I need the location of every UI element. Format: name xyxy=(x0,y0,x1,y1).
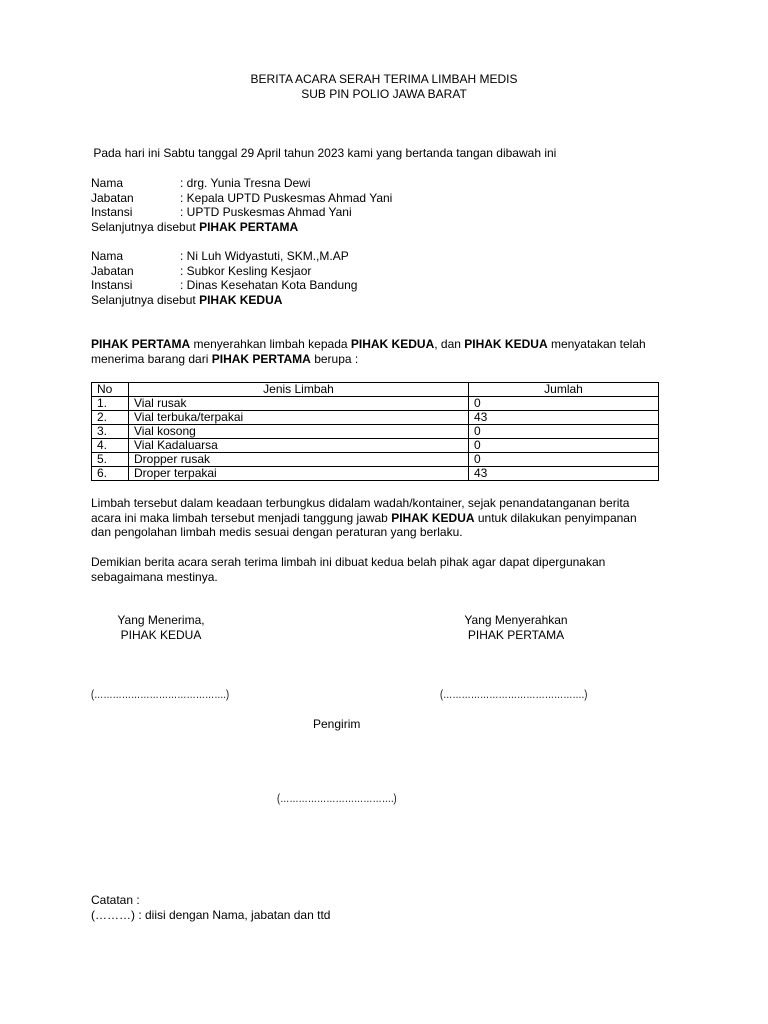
cell-quantity: 43 xyxy=(469,411,659,425)
first-party-designation xyxy=(91,220,392,235)
second-party-agency-value: : Dinas Kesehatan Kota Bandung xyxy=(180,278,358,293)
note-block xyxy=(91,893,330,922)
table-row xyxy=(92,397,659,411)
closing-text: sebagaimana mestinya. xyxy=(91,569,218,584)
statement-text: menyerahkan limbah kepada xyxy=(190,337,351,351)
condition-line-1 xyxy=(91,496,637,511)
party-term: PIHAK KEDUA xyxy=(350,337,435,351)
party-term: PIHAK PERTAMA xyxy=(211,351,311,366)
opening-paragraph xyxy=(90,146,556,161)
note-title-line xyxy=(91,893,330,908)
courier-block xyxy=(313,717,360,732)
signature-placeholder: (……………………………………….) xyxy=(440,687,588,701)
second-party-name-value: : Ni Luh Widyastuti, SKM.,M.AP xyxy=(180,249,349,263)
note-title: Catatan : xyxy=(91,893,140,907)
second-party-designation-prefix: Selanjutnya disebut xyxy=(91,293,200,308)
courier-signature-line xyxy=(277,791,397,806)
cell-no: 5. xyxy=(92,453,129,467)
party-term: PIHAK KEDUA xyxy=(391,510,475,525)
condition-text: acara ini maka limbah tersebut menjadi tanggung jawab xyxy=(91,510,392,525)
condition-text: Limbah tersebut dalam keadaan terbungkus didalam wadah/kontainer, sejak penandatanganan berita xyxy=(91,496,630,510)
table-row xyxy=(92,467,659,481)
second-party-position-value: : Subkor Kesling Kesjaor xyxy=(180,263,312,278)
table-header-row xyxy=(92,383,659,397)
receiver-signature-line xyxy=(91,687,229,702)
condition-line-2 xyxy=(91,511,637,526)
condition-line-3 xyxy=(91,525,637,540)
table-row xyxy=(92,411,659,425)
cell-waste-type: Droper terpakai xyxy=(129,467,469,481)
handover-party: PIHAK PERTAMA xyxy=(467,627,565,642)
second-party-position-label: Jabatan xyxy=(91,263,134,278)
second-party-designation xyxy=(91,293,357,308)
party-term: PIHAK PERTAMA xyxy=(91,337,191,351)
cell-no: 1. xyxy=(92,397,129,411)
first-party-name-label: Nama xyxy=(91,176,124,190)
condition-paragraph xyxy=(91,496,637,540)
cell-no: 4. xyxy=(92,439,129,453)
handover-label-line xyxy=(416,613,616,628)
cell-quantity: 0 xyxy=(469,425,659,439)
note-text-line xyxy=(91,908,330,923)
document-subtitle: SUB PIN POLIO JAWA BARAT xyxy=(301,86,467,101)
first-party-position-value: : Kepala UPTD Puskesmas Ahmad Yani xyxy=(180,190,393,205)
closing-line-1 xyxy=(91,555,605,570)
cell-waste-type: Vial rusak xyxy=(129,397,469,411)
note-text: (………) : diisi dengan Nama, jabatan dan ttd xyxy=(91,907,331,922)
statement-text: berupa : xyxy=(310,351,359,366)
courier-label: Pengirim xyxy=(313,717,361,731)
cell-quantity: 0 xyxy=(469,397,659,411)
first-party-agency-label: Instansi xyxy=(91,205,133,220)
waste-table xyxy=(91,382,659,481)
handover-signature-line xyxy=(440,687,587,702)
table-row xyxy=(92,439,659,453)
signature-placeholder: (…………………………………….) xyxy=(91,687,230,701)
table-row xyxy=(92,425,659,439)
closing-line-2 xyxy=(91,570,605,585)
first-party-designation-prefix: Selanjutnya disebut xyxy=(91,220,200,235)
statement-text: menerima barang dari xyxy=(91,351,212,366)
closing-paragraph xyxy=(91,555,605,584)
second-party-position-row xyxy=(91,264,357,279)
statement-line-2 xyxy=(91,352,646,367)
cell-quantity: 0 xyxy=(469,453,659,467)
second-party-agency-row xyxy=(91,278,357,293)
first-party-position-label: Jabatan xyxy=(91,190,134,205)
condition-text: dan pengolahan limbah medis sesuai dengan peraturan yang berlaku. xyxy=(91,525,463,540)
first-party-block xyxy=(91,176,392,235)
receiver-party-line xyxy=(61,628,261,643)
cell-waste-type: Dropper rusak xyxy=(129,453,469,467)
sender-party-signature-block xyxy=(416,613,616,642)
second-party-agency-label: Instansi xyxy=(91,278,133,293)
handover-label: Yang Menyerahkan xyxy=(464,613,568,627)
column-header-quantity: Jumlah xyxy=(469,383,659,397)
cell-waste-type: Vial Kadaluarsa xyxy=(129,439,469,453)
cell-waste-type: Vial kosong xyxy=(129,425,469,439)
document-title-block xyxy=(0,72,768,101)
receiver-signature-block xyxy=(61,613,261,642)
statement-text: menyatakan telah xyxy=(547,337,646,351)
first-party-name-value: : drg. Yunia Tresna Dewi xyxy=(180,176,311,190)
subtitle-line xyxy=(0,87,768,102)
cell-no: 6. xyxy=(92,467,129,481)
handover-statement xyxy=(91,337,646,366)
first-party-name-row xyxy=(91,176,392,191)
receiver-label: Yang Menerima, xyxy=(117,613,205,627)
document-title: BERITA ACARA SERAH TERIMA LIMBAH MEDIS xyxy=(250,72,518,86)
column-header-no: No xyxy=(92,383,129,397)
first-party-agency-row xyxy=(91,205,392,220)
statement-line-1 xyxy=(91,337,646,352)
cell-waste-type: Vial terbuka/terpakai xyxy=(129,411,469,425)
opening-line xyxy=(90,146,556,161)
handover-party-line xyxy=(416,628,616,643)
party-term: PIHAK KEDUA xyxy=(464,337,548,351)
table-row xyxy=(92,453,659,467)
second-party-block xyxy=(91,249,357,308)
receiver-label-line xyxy=(61,613,261,628)
second-party-name-row xyxy=(91,249,357,264)
first-party-position-row xyxy=(91,191,392,206)
condition-text: untuk dilakukan penyimpanan xyxy=(474,510,637,525)
receiver-party: PIHAK KEDUA xyxy=(120,627,202,642)
second-party-name-label: Nama xyxy=(91,249,124,263)
first-party-designation-term: PIHAK PERTAMA xyxy=(199,220,299,235)
first-party-agency-value: : UPTD Puskesmas Ahmad Yani xyxy=(180,205,352,220)
second-party-designation-term: PIHAK KEDUA xyxy=(199,293,283,308)
statement-text: , dan xyxy=(434,337,465,351)
column-header-waste-type: Jenis Limbah xyxy=(129,383,469,397)
cell-no: 3. xyxy=(92,425,129,439)
cell-quantity: 0 xyxy=(469,439,659,453)
cell-no: 2. xyxy=(92,411,129,425)
title-line xyxy=(0,72,768,87)
opening-sentence: Pada hari ini Sabtu tanggal 29 April tahun 2023 kami yang bertanda tangan dibawah ini xyxy=(90,146,557,160)
cell-quantity: 43 xyxy=(469,467,659,481)
signature-placeholder: (……………………………….) xyxy=(277,791,397,805)
closing-text: Demikian berita acara serah terima limbah ini dibuat kedua belah pihak agar dapat dipergunakan xyxy=(91,555,606,569)
